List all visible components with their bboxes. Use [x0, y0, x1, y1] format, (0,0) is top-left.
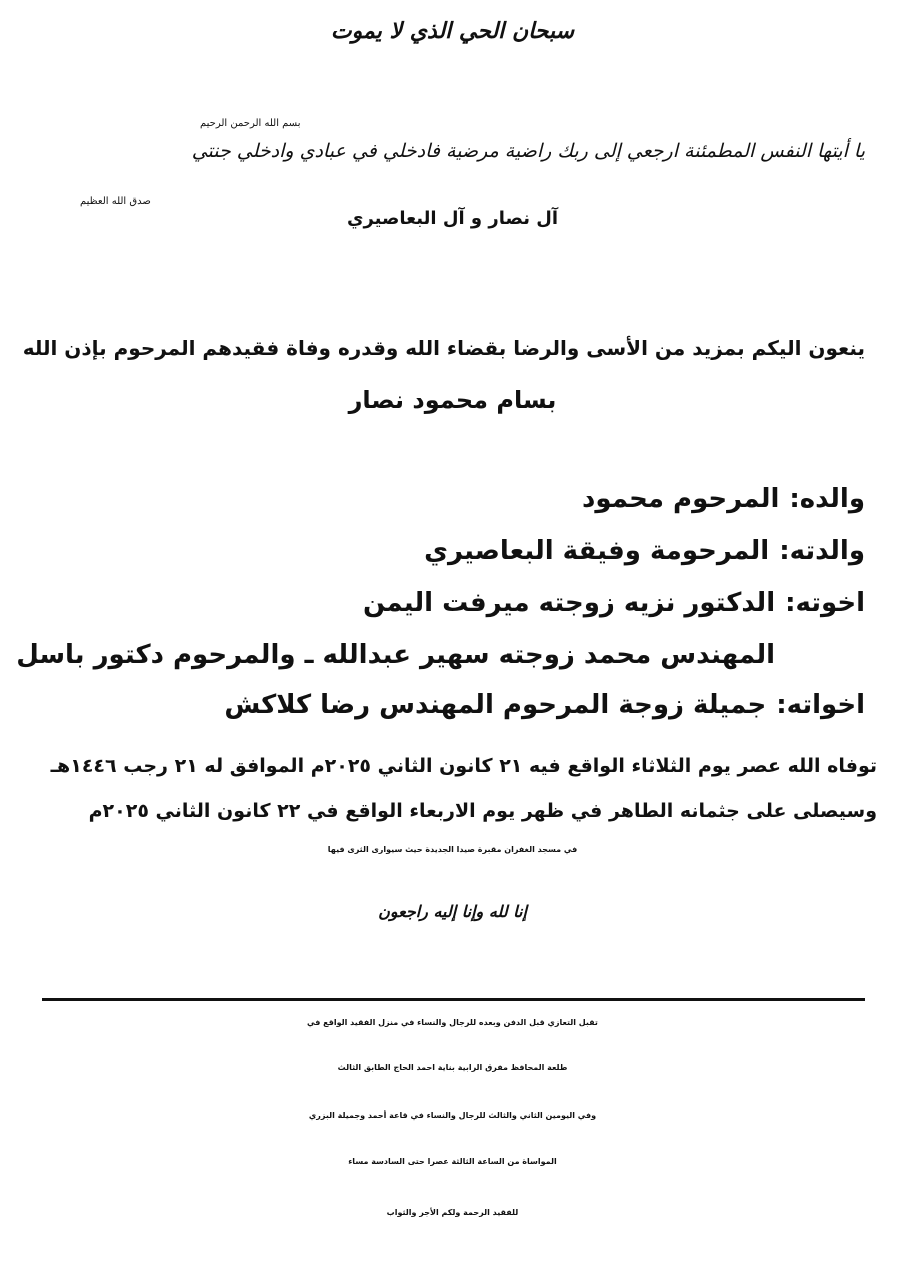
header-calligraphy: سبحان الحي الذي لا يموت	[330, 18, 575, 44]
father-row	[582, 484, 865, 514]
condolence-line-1: تقبل التعازي قبل الدفن وبعده للرجال والنساء في منزل الفقيد الواقع في	[307, 1018, 598, 1027]
brother-1: الدكتور نزيه زوجته ميرفت اليمن	[362, 588, 776, 618]
father-label: والده:	[789, 484, 865, 514]
sisters-row	[224, 690, 865, 720]
basmala: بسم الله الرحمن الرحيم	[200, 118, 301, 129]
mother-value: المرحومة وفيقة البعاصيري	[424, 536, 770, 566]
death-line-2: وسيصلى على جثمانه الطاهر في ظهر يوم الاربعاء الواقع في ٢٢ كانون الثاني ٢٠٢٥م	[88, 800, 877, 822]
sadaqa-text: صدق الله العظيم	[80, 196, 151, 207]
death-line-1: توفاه الله عصر يوم الثلاثاء الواقع فيه ٢١ كانون الثاني ٢٠٢٥م الموافق له ٢١ رجب ١٤٤٦هـ	[50, 755, 877, 777]
divider-line	[42, 998, 865, 1001]
closing-text: للفقيد الرحمة ولكم الأجر والثواب	[386, 1208, 519, 1217]
families-title: آل نصار و آل البعاصيري	[346, 208, 559, 229]
condolence-line-2: طلعة المحافظ مفرق الرابية بناية احمد الحاج الطابق الثالث	[337, 1063, 568, 1072]
mother-label: والدته:	[779, 536, 865, 566]
sister-1: جميلة زوجة المرحوم المهندس رضا كلاكش	[224, 690, 767, 720]
quran-verse: يا أيتها النفس المطمئنة ارجعي إلى ربك راضية مرضية فادخلي في عبادي وادخلي جنتي	[191, 140, 865, 162]
brothers-label: اخوته:	[785, 588, 865, 618]
father-value: المرحوم محمود	[582, 484, 780, 514]
deceased-name: بسام محمود نصار	[348, 386, 557, 414]
brother-2: المهندس محمد زوجته سهير عبدالله ـ والمرحوم دكتور باسل	[16, 640, 775, 670]
death-line-3: في مسجد الغفران مقبرة صيدا الجديدة حيث سيوارى الثرى فيها	[327, 845, 578, 854]
brothers-row	[363, 588, 865, 618]
mother-row	[424, 536, 865, 566]
condolence-line-3: وفي اليومين الثاني والثالث للرجال والنساء في قاعة أحمد وجميلة البزري	[308, 1111, 597, 1120]
condolence-line-4: المواساة من الساعة الثالثة عصرا حتى السادسة مساء	[348, 1157, 557, 1166]
announcement-text: ينعون اليكم بمزيد من الأسى والرضا بقضاء الله وقدره وفاة فقيدهم المرحوم بإذن الله	[22, 336, 865, 360]
footer-calligraphy: إنا لله وإنا إليه راجعون	[378, 902, 527, 921]
sisters-label: اخواته:	[776, 690, 865, 720]
